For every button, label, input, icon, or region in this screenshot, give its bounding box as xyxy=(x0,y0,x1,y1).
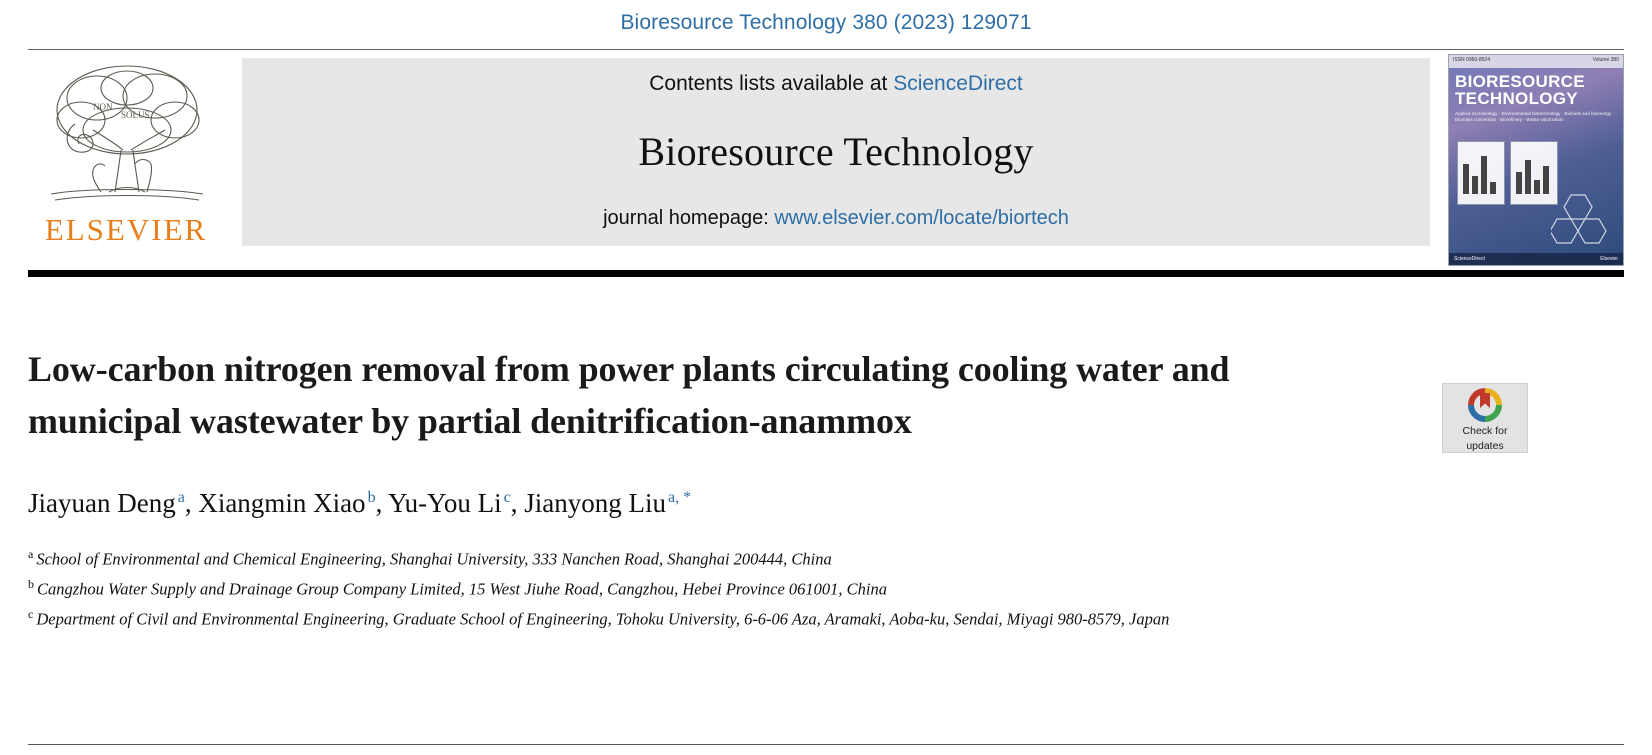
author-name: Xiangmin Xiao xyxy=(198,488,366,518)
author-affil-mark: c xyxy=(503,489,511,506)
cover-footer xyxy=(1449,253,1623,265)
cover-issn-left: ISSN 0960-8524 xyxy=(1453,57,1490,63)
affiliation-item xyxy=(28,572,1348,602)
affiliation-list xyxy=(28,542,1348,632)
cover-hexagon-icon xyxy=(1551,189,1617,249)
article-title: Low-carbon nitrogen removal from power plants circulating cooling water and municipal wastewater by partial denitrification-anammox xyxy=(28,349,1230,441)
cover-figure-panels xyxy=(1457,141,1558,205)
author-name: Jianyong Liu xyxy=(524,488,666,518)
author-affil-mark: a xyxy=(177,489,185,506)
elsevier-logo xyxy=(28,50,224,268)
cover-topbar xyxy=(1449,55,1623,68)
contents-line xyxy=(649,72,1023,96)
crossmark-line2: updates xyxy=(1466,440,1504,452)
cover-title-line2: TECHNOLOGY xyxy=(1455,89,1578,108)
journal-title: Bioresource Technology xyxy=(638,129,1034,174)
author-name: Jiayuan Deng xyxy=(28,488,176,518)
journal-masthead xyxy=(28,49,1624,268)
cover-subtitle: Applied microbiology · Environmental biotechnology · Biofuels and bioenergy · Biomass conversion · Biorefinery · Waste valorization xyxy=(1455,111,1615,122)
journal-cover-thumbnail[interactable] xyxy=(1448,54,1624,266)
masthead-divider xyxy=(28,270,1624,277)
svg-text:SOLUS: SOLUS xyxy=(121,110,150,120)
author-affil-mark: b xyxy=(367,489,376,506)
crossmark-icon xyxy=(1468,388,1502,422)
author-list xyxy=(28,481,1624,520)
cover-title-line1: BIORESOURCE xyxy=(1455,72,1585,91)
elsevier-tree-icon xyxy=(35,58,217,208)
affiliation-text: Cangzhou Water Supply and Drainage Group Company Limited, 15 West Jiuhe Road, Cangzhou, Hebei Province 061001, China xyxy=(37,579,887,599)
cover-panel-chart-1 xyxy=(1457,141,1505,205)
svg-text:NON: NON xyxy=(93,102,113,112)
homepage-prefix: journal homepage: xyxy=(603,207,775,229)
crossmark-line1: Check for xyxy=(1462,425,1508,437)
elsevier-wordmark: ELSEVIER xyxy=(44,212,208,247)
author-entry[interactable] xyxy=(388,488,511,518)
affiliation-mark: c xyxy=(28,607,34,621)
affiliation-mark: b xyxy=(28,577,34,591)
author-affil-mark: a, * xyxy=(667,489,692,506)
author-separator: , xyxy=(510,488,525,518)
author-entry[interactable] xyxy=(28,488,185,518)
affiliation-item xyxy=(28,542,1348,572)
affiliation-text: School of Environmental and Chemical Engineering, Shanghai University, 333 Nanchen Road, Shanghai 200444, China xyxy=(36,549,832,569)
cover-footer-right: Elsevier xyxy=(1600,256,1618,262)
affiliation-item xyxy=(28,602,1348,632)
author-separator: , xyxy=(184,488,199,518)
article-footer-divider xyxy=(28,744,1624,745)
author-entry[interactable] xyxy=(524,488,691,518)
author-name: Yu-You Li xyxy=(388,488,502,518)
author-separator: , xyxy=(375,488,389,518)
cover-footer-left: ScienceDirect xyxy=(1454,256,1485,262)
affiliation-mark: a xyxy=(28,547,34,561)
contents-prefix: Contents lists available at xyxy=(649,72,894,95)
sciencedirect-link[interactable]: ScienceDirect xyxy=(893,72,1023,95)
author-entry[interactable] xyxy=(198,488,375,518)
cover-issn-right: Volume 380 xyxy=(1592,57,1619,63)
journal-homepage-link[interactable]: www.elsevier.com/locate/biortech xyxy=(774,207,1069,229)
homepage-line xyxy=(603,207,1069,230)
article-header xyxy=(28,343,1624,632)
crossmark-badge[interactable] xyxy=(1442,383,1528,453)
affiliation-text: Department of Civil and Environmental Engineering, Graduate School of Engineering, Tohoku University, 6-6-06 Aza, Aramaki, Aoba-ku, Sendai, Miyagi 980-8579, Japan xyxy=(36,609,1170,629)
journal-running-head: Bioresource Technology 380 (2023) 129071 xyxy=(620,11,1032,34)
journal-banner xyxy=(242,58,1430,246)
